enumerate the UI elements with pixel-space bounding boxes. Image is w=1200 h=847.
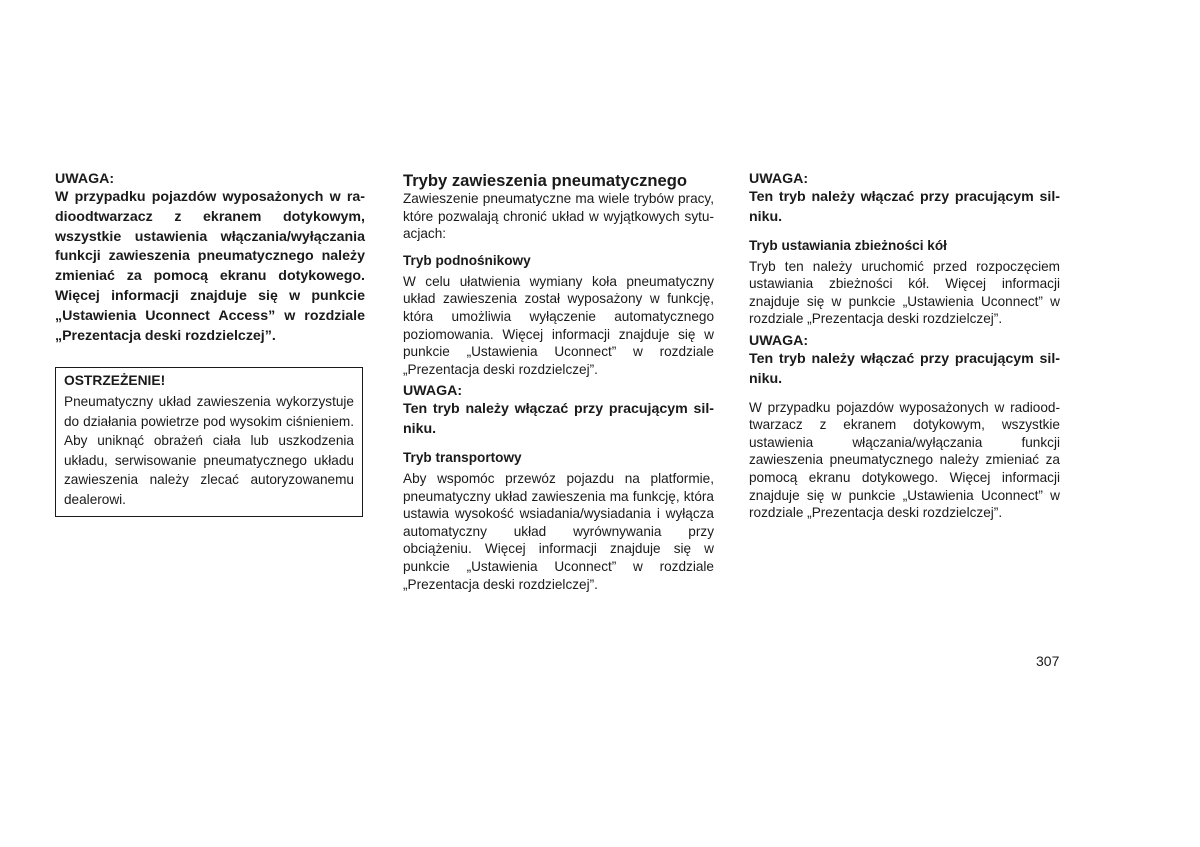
warning-title: OSTRZEŻENIE! xyxy=(64,373,166,388)
note-label: UWAGA: xyxy=(55,171,115,187)
note-text: Ten tryb należy włączać przy pracującym silniku. xyxy=(749,189,1060,225)
note-text: Ten tryb należy włączać przy pracującym silniku. xyxy=(749,350,1060,387)
jack-mode-heading: Tryb podnośnikowy xyxy=(403,252,531,268)
warning-text: Pneumatyczny układ zawieszenia wykorzystuje do działania powietrze pod wysokim ciśnieniem. Aby uniknąć obrażeń ciała lub uszkodzenia układu, serwisowanie pneumatycznego układu zawieszenia należy zlecać autoryzowanemu dealerowi. xyxy=(64,394,354,507)
left-column xyxy=(55,170,365,346)
alignment-mode-heading: Tryb ustawiania zbieżności kół xyxy=(749,237,947,253)
right-column xyxy=(749,170,1060,522)
intro-text: Zawieszenie pneumatyczne ma wiele trybów pracy, które pozwalają chronić układ w wyjątkowych sytuacjach: xyxy=(403,191,714,242)
note-text: Ten tryb należy włączać przy pracującym silniku. xyxy=(403,401,714,438)
page-number: 307 xyxy=(1036,653,1060,669)
section-title: Tryby zawieszenia pneumatycznego xyxy=(403,171,688,190)
alignment-mode-text: Tryb ten należy uruchomić przed rozpoczęciem ustawiania zbieżności kół. Więcej informacji znajduje się w punkcie „Ustawienia Uconnect” w rozdziale „Prezentacja deski rozdzielczej”. xyxy=(749,258,1060,327)
transport-mode-heading: Tryb transportowy xyxy=(403,449,522,465)
note-text: W przypadku pojazdów wyposażonych w radioodtwarzacz z ekranem dotykowym, wszystkie ustawienia włączania/wyłączania funkcji zawieszenia pneumatycznego należy zmieniać za pomocą ekranu dotykowego. Więcej informacji znajduje się w punkcie „Ustawienia Uconnect Access” w rozdziale „Prezentacja deski rozdzielczej”. xyxy=(55,189,365,344)
radio-note-text: W przypadku pojazdów wyposażonych w radioodtwarzacz z ekranem dotykowym, wszystkie ustawienia włączania/wyłączania funkcji zawieszenia pneumatycznego należy zmieniać za pomocą ekranu dotykowego. Więcej informacji znajduje się w punkcie „Ustawienia Uconnect” w rozdziale „Prezentacja deski rozdzielczej”. xyxy=(749,399,1060,521)
warning-box xyxy=(55,367,363,517)
note-label: UWAGA: xyxy=(749,332,809,349)
jack-mode-text: W celu ułatwienia wymiany koła pneumatyczny układ zawieszenia został wyposażony w funkcję, która umożliwia wyłączenie automatycznego poziomowania. Więcej informacji znajduje się w punkcie „Ustawienia Uconnect” w rozdziale „Prezentacja deski rozdzielczej”. xyxy=(403,273,714,377)
note-label: UWAGA: xyxy=(403,383,463,400)
middle-column xyxy=(403,170,714,593)
note-label: UWAGA: xyxy=(749,171,809,187)
transport-mode-text: Aby wspomóc przewóz pojazdu na platformie, pneumatyczny układ zawieszenia ma funkcję, która ustawia wysokość wsiadania/wysiadania i wyłącza automatyczny układ wyrównywania przy obciążeniu. Więcej informacji znajduje się w punkcie „Ustawienia Uconnect” w rozdziale „Prezentacja deski rozdzielczej”. xyxy=(403,470,714,592)
